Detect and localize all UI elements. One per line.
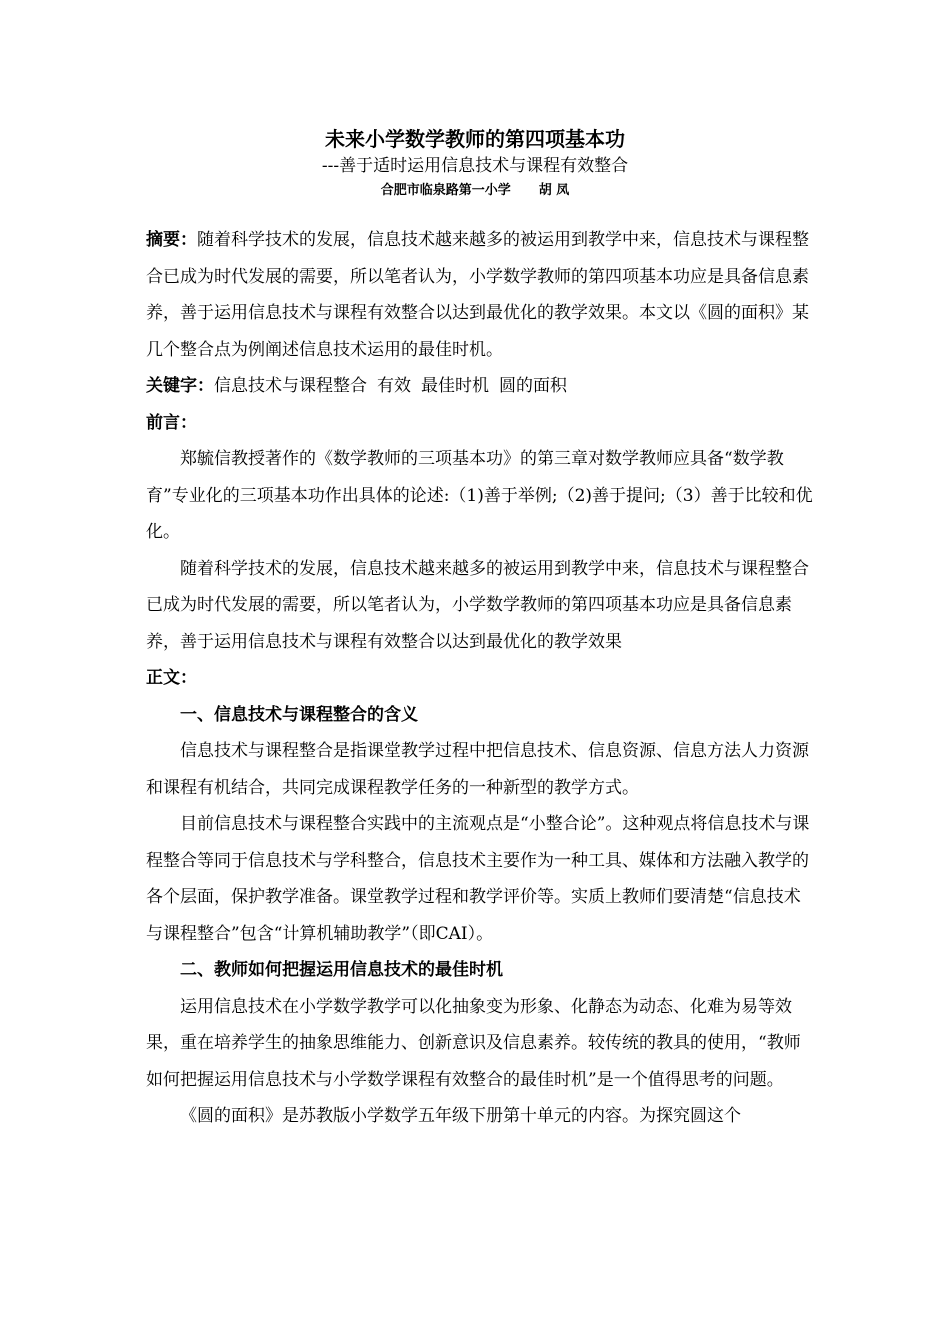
section-heading: 二、教师如何把握运用信息技术的最佳时机 bbox=[180, 960, 503, 980]
author-name: 胡 凤 bbox=[538, 183, 570, 198]
section-paragraph: 《圆的面积》是苏教版小学数学五年级下册第十单元的内容。为探究圆这个 bbox=[180, 1106, 741, 1126]
abstract-label: 摘要： bbox=[146, 230, 197, 250]
preface-paragraph: 随着科学技术的发展，信息技术越来越多的被运用到教学中来，信息技术与课程整合已成为时代发展的需要，所以笔者认为，小学数学教师的第四项基本功应是具备信息素养，善于运用信息技术与课程有效整合以达到最优化的教学效果 bbox=[146, 558, 809, 652]
keyword: 最佳时机 bbox=[421, 376, 489, 396]
section-paragraph: 信息技术与课程整合是指课堂教学过程中把信息技术、信息资源、信息方法人力资源和课程有机结合，共同完成课程教学任务的一种新型的教学方式。 bbox=[146, 741, 809, 798]
author-school: 合肥市临泉路第一小学 bbox=[380, 183, 511, 198]
keyword: 圆的面积 bbox=[499, 376, 567, 396]
keyword: 信息技术与课程整合 bbox=[214, 376, 367, 396]
section-paragraph: 目前信息技术与课程整合实践中的主流观点是“小整合论”。这种观点将信息技术与课程整合等同于信息技术与学科整合，信息技术主要作为一种工具、媒体和方法融入教学的各个层面，保护教学准备。课堂教学过程和教学评价等。实质上教师们要清楚“信息技术与课程整合”包含“计算机辅助教学”（即CAI）。 bbox=[146, 814, 810, 944]
keywords-line bbox=[146, 368, 814, 405]
section-paragraph: 运用信息技术在小学数学教学可以化抽象变为形象、化静态为动态、化难为易等效果，重在培养学生的抽象思维能力、创新意识及信息素养。较传统的教具的使用，“教师如何把握运用信息技术与小学数学课程有效整合的最佳时机”是一个值得思考的问题。 bbox=[146, 996, 801, 1090]
abstract-paragraph bbox=[146, 222, 814, 368]
keywords-label: 关键字： bbox=[146, 376, 214, 396]
document-title: 未来小学数学教师的第四项基本功 bbox=[325, 127, 625, 151]
document-body bbox=[146, 222, 814, 1135]
preface-paragraph: 郑毓信教授著作的《数学教师的三项基本功》的第三章对数学教师应具备“数学教育”专业化的三项基本功作出具体的论述:（1)善于举例;（2)善于提问;（3）善于比较和优化。 bbox=[146, 449, 813, 542]
main-label: 正文： bbox=[146, 668, 197, 688]
preface-label: 前言： bbox=[146, 412, 197, 433]
document-subtitle: ---善于适时运用信息技术与课程有效整合 bbox=[321, 156, 629, 176]
author-line bbox=[0, 179, 950, 198]
section-heading: 一、信息技术与课程整合的含义 bbox=[180, 704, 418, 725]
keyword: 有效 bbox=[377, 376, 411, 396]
abstract-text: 随着科学技术的发展，信息技术越来越多的被运用到教学中来，信息技术与课程整合已成为时代发展的需要，所以笔者认为，小学数学教师的第四项基本功应是具备信息素养，善于运用信息技术与课程有效整合以达到最优化的教学效果。本文以《圆的面积》某几个整合点为例阐述信息技术运用的最佳时机。 bbox=[146, 230, 809, 360]
